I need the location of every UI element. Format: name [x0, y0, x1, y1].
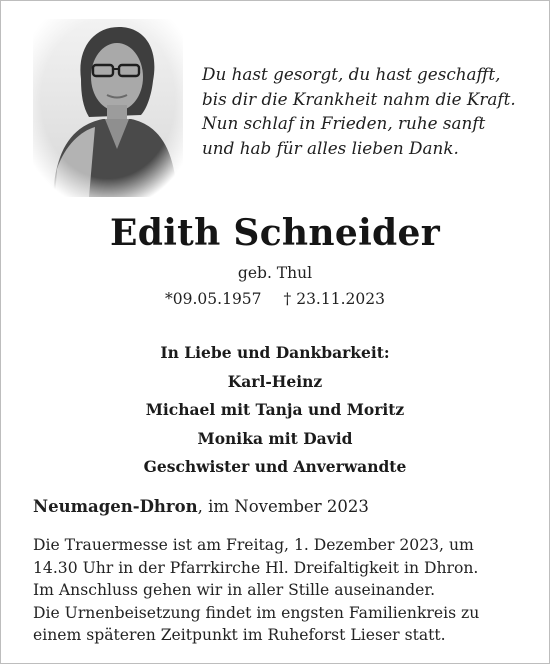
deceased-name: Edith Schneider — [109, 212, 440, 254]
poem-line: Nun schlaf in Frieden, ruhe sanft — [202, 113, 486, 133]
mourner-entry: Michael mit Tanja und Moritz — [145, 400, 405, 420]
notice-line: Die Trauermesse ist am Freitag, 1. Dezember 2023, um — [33, 536, 474, 554]
notice-line: 14.30 Uhr in der Pfarrkirche Hl. Dreifaltigkeit in Dhron. — [33, 558, 479, 577]
death-date: † 23.11.2023 — [283, 290, 385, 308]
mourner-entry: Monika mit David — [197, 428, 353, 448]
notice-line: einem späteren Zeitpunkt im Ruheforst Lieser statt. — [33, 626, 446, 645]
funeral-notice — [33, 534, 533, 647]
mourner-entry: Karl-Heinz — [227, 371, 323, 391]
mourner-entry: Geschwister und Anverwandte — [143, 457, 407, 477]
notice-line: Im Anschluss gehen wir in aller Stille auseinander. — [33, 581, 436, 600]
portrait-photo — [33, 19, 183, 197]
poem-line: und hab für alles lieben Dank. — [202, 137, 459, 158]
birth-date: *09.05.1957 — [165, 290, 262, 308]
mourners-heading: In Liebe und Dankbarkeit: — [160, 343, 390, 362]
poem-line: Du hast gesorgt, du hast geschafft, — [202, 64, 501, 84]
mourners-list — [0, 339, 550, 482]
place-town: Neumagen-Dhron — [33, 497, 198, 516]
place-and-date — [33, 497, 369, 516]
poem-line: bis dir die Krankheit nahm die Kraft. — [202, 88, 516, 109]
birth-name: geb. Thul — [237, 264, 313, 282]
place-date: , im November 2023 — [197, 497, 369, 516]
notice-line: Die Urnenbeisetzung findet im engsten Familienkreis zu — [33, 603, 480, 622]
life-dates — [0, 290, 550, 308]
poem — [202, 62, 542, 160]
